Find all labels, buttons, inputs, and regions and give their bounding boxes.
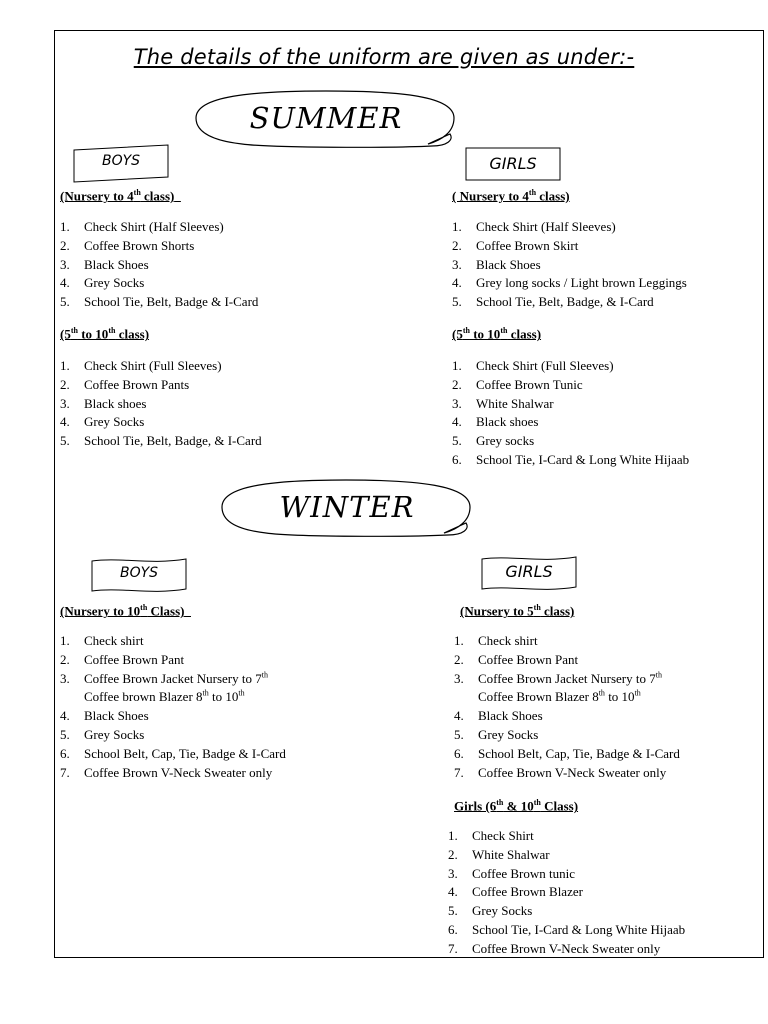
item-number: 1.: [452, 358, 462, 373]
item-text: Coffee Brown tunic: [472, 865, 576, 881]
item-text: Coffee Brown Blazer: [472, 884, 583, 900]
summer-boys-tag: [72, 144, 170, 184]
item-number: 1.: [454, 633, 464, 648]
item-text: School Tie, I-Card & Long White Hijaab: [476, 451, 690, 467]
item-number: 7.: [448, 940, 458, 956]
item-text-part: th: [238, 689, 245, 699]
item-text: Check Shirt (Half Sleeves): [84, 219, 224, 234]
summer-boys-heading-1: (Nursery to 4th class): [60, 188, 175, 204]
item-number: 5.: [60, 726, 70, 742]
item-number: 5.: [60, 433, 70, 449]
item-text: White Shalwar: [476, 395, 554, 411]
item-text-part: Coffee brown Blazer 8: [84, 689, 203, 705]
item-text-part: th: [598, 689, 605, 699]
item-text-part: Coffee Brown Jacket Nursery to 7: [84, 670, 262, 686]
item-text-part: Coffee Brown Blazer 8: [478, 689, 599, 705]
winter-girls-label: GIRLS: [505, 562, 553, 581]
item-number: 1.: [452, 219, 462, 234]
item-text: Check Shirt: [472, 828, 534, 843]
item-text: Grey Socks: [84, 275, 145, 291]
summer-boys-label: BOYS: [101, 153, 141, 169]
item-number: 5.: [60, 294, 70, 310]
winter-banner: [218, 477, 476, 539]
winter-boys-tag: [90, 555, 188, 595]
item-number: 4.: [452, 275, 462, 291]
summer-girls-label: GIRLS: [489, 154, 537, 173]
item-number: 2.: [60, 651, 70, 667]
summer-boys-heading-2: (5th to 10th class): [60, 326, 150, 342]
item-text: School Tie, I-Card & Long White Hijaab: [472, 921, 686, 937]
item-text-part: to 10: [604, 689, 635, 705]
item-text: Coffee Brown Skirt: [476, 237, 579, 253]
winter-boys-heading-1: (Nursery to 10th Class): [60, 603, 185, 619]
item-text: School Belt, Cap, Tie, Badge & I-Card: [478, 745, 680, 761]
item-text: Black shoes: [476, 414, 539, 430]
item-text: Grey Socks: [472, 903, 533, 919]
item-text: Black shoes: [84, 395, 147, 411]
item-text: School Tie, Belt, Badge, & I-Card: [84, 433, 262, 449]
item-number: 4.: [60, 708, 70, 724]
winter-label: WINTER: [279, 490, 415, 524]
item-number: 7.: [60, 764, 70, 780]
summer-girls-heading-2: (5th to 10th class): [452, 326, 542, 342]
item-number: 3.: [452, 395, 462, 411]
item-text: Check shirt: [84, 633, 144, 648]
item-text-part: th: [261, 670, 268, 680]
item-text: Coffee Brown V-Neck Sweater only: [84, 764, 273, 780]
item-number: 7.: [454, 764, 464, 780]
item-number: 4.: [454, 708, 464, 724]
item-text-part: th: [202, 689, 209, 699]
page-title: The details of the uniform are given as under:-: [133, 45, 635, 69]
item-number: 2.: [448, 846, 458, 862]
item-text: Black Shoes: [84, 708, 149, 724]
item-number: 1.: [448, 828, 458, 843]
item-text: Coffee Brown V-Neck Sweater only: [472, 940, 661, 956]
item-number: 4.: [60, 414, 70, 430]
item-text: Check shirt: [478, 633, 538, 648]
item-text: [84, 688, 245, 707]
winter-girls-tag: [480, 553, 578, 593]
item-number: 3.: [452, 256, 462, 272]
item-number: 4.: [60, 275, 70, 291]
item-number: 6.: [448, 921, 458, 937]
item-text: Grey long socks / Light brown Leggings: [476, 275, 687, 291]
item-number: 6.: [452, 451, 462, 467]
summer-girls-tag: [464, 144, 562, 184]
item-text: Grey Socks: [478, 726, 539, 742]
item-number: 5.: [452, 433, 462, 449]
item-number: 2.: [60, 237, 70, 253]
item-number: 4.: [448, 884, 458, 900]
item-text: School Tie, Belt, Badge & I-Card: [84, 294, 259, 310]
summer-banner: [192, 88, 460, 150]
item-number: 2.: [452, 376, 462, 392]
item-text: Coffee Brown Pants: [84, 376, 190, 392]
item-text: Coffee Brown Tunic: [476, 376, 583, 392]
item-number: 2.: [60, 376, 70, 392]
item-text: Grey Socks: [84, 726, 145, 742]
item-text-part: to 10: [208, 689, 239, 705]
item-text: [478, 688, 641, 707]
summer-label: SUMMER: [249, 101, 403, 135]
item-text: Coffee Brown Pant: [478, 651, 579, 667]
item-text: Check Shirt (Half Sleeves): [476, 219, 616, 234]
item-number: 2.: [452, 237, 462, 253]
item-text: [478, 670, 662, 689]
item-text: Black Shoes: [478, 708, 543, 724]
item-number: 5.: [452, 294, 462, 310]
item-text: Check Shirt (Full Sleeves): [84, 358, 222, 373]
item-text: School Tie, Belt, Badge, & I-Card: [476, 294, 654, 310]
item-text-part: th: [634, 689, 641, 699]
item-text: Grey Socks: [84, 414, 145, 430]
item-number: 1.: [60, 219, 70, 234]
item-number: 3.: [454, 670, 464, 686]
item-number: 5.: [454, 726, 464, 742]
item-text: Grey socks: [476, 433, 535, 449]
item-text: Black Shoes: [476, 256, 541, 272]
winter-boys-label: BOYS: [119, 565, 159, 581]
item-number: 3.: [60, 256, 70, 272]
item-number: 3.: [448, 865, 458, 881]
item-number: 1.: [60, 358, 70, 373]
winter-girls-heading-1: (Nursery to 5th class): [460, 603, 575, 619]
item-number: 5.: [448, 903, 458, 919]
item-text: School Belt, Cap, Tie, Badge & I-Card: [84, 745, 286, 761]
winter-girls-heading-2: Girls (6th & 10th Class): [454, 798, 579, 814]
item-text: Coffee Brown Pant: [84, 651, 185, 667]
item-text-part: Coffee Brown Jacket Nursery to 7: [478, 670, 656, 686]
item-number: 3.: [60, 395, 70, 411]
item-number: 4.: [452, 414, 462, 430]
item-number: 6.: [454, 745, 464, 761]
item-number: 6.: [60, 745, 70, 761]
item-text: Black Shoes: [84, 256, 149, 272]
item-number: 1.: [60, 633, 70, 648]
item-text: Check Shirt (Full Sleeves): [476, 358, 614, 373]
item-text: White Shalwar: [472, 846, 550, 862]
item-number: 2.: [454, 651, 464, 667]
item-text: [84, 670, 268, 689]
item-text-part: th: [655, 670, 662, 680]
item-number: 3.: [60, 670, 70, 686]
item-text: Coffee Brown V-Neck Sweater only: [478, 764, 667, 780]
summer-girls-heading-1: ( Nursery to 4th class): [452, 188, 570, 204]
item-text: Coffee Brown Shorts: [84, 237, 195, 253]
